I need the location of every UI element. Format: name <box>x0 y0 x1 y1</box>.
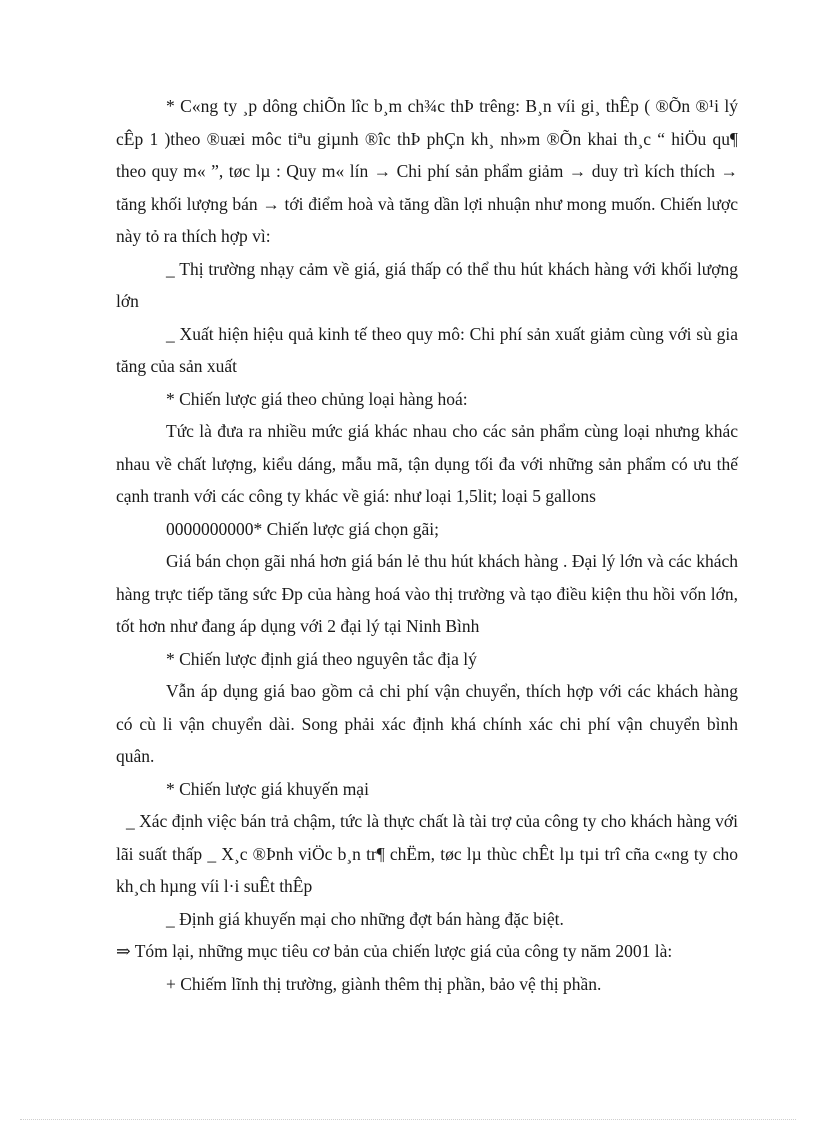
page-bottom-divider <box>20 1119 796 1120</box>
paragraph-summary-objectives: ⇒ Tóm lại, những mục tiêu cơ bản của chiến lược giá của công ty năm 2001 là: <box>116 941 673 961</box>
paragraph-penetration-pricing-strategy: * C«ng ty ¸p dông chiÕn lîc b¸m ch¾c thÞ trêng: B¸n víi gi¸ thÊp ( ®Õn ®¹i lý cÊp 1 )theo ®uæi môc tiªu giµnh ®îc thÞ phÇn kh¸ nh»m ®Õn khai th¸c “ hiÖu qu¶ theo quy m« ”, tøc lµ : Quy m« lín → Chi phí sản phẩm giảm → duy trì kích thích → tăng khối lượng bán → tới điểm hoà và tăng dần lợi nhuận như mong muốn. Chiến lược này tỏ ra thích hợp vì: <box>116 96 738 246</box>
paragraph-price-sensitive-market: _ Thị trường nhạy cảm về giá, giá thấp có thể thu hút khách hàng với khối lượng lớn <box>116 258 738 311</box>
paragraph-product-line-pricing: Tức là đưa ra nhiều mức giá khác nhau cho các sản phẩm cùng loại nhưng khác nhau về chất lượng, kiểu dáng, mẫu mã, tận dụng tối đa với những sản phẩm có ưu thế cạnh tranh với các công ty khác về giá: như loại 1,5lit; loại 5 gallons <box>116 421 738 506</box>
paragraph-market-share-objective: + Chiếm lĩnh thị trường, giành thêm thị phần, bảo vệ thị phần. <box>166 973 602 994</box>
paragraph-special-sales-pricing: _ Định giá khuyến mại cho những đợt bán hàng đặc biệt. <box>166 908 564 929</box>
paragraph-deferred-payment: _ Xác định việc bán trả chậm, tức là thực chất là tài trợ của công ty cho khách hàng với lãi suất thấp _ X¸c ®Þnh viÖc b¸n tr¶ chËm, tøc lµ thùc chÊt lµ tµi trî cña c«ng ty cho kh¸ch hµng víi l·i suÊt thÊp <box>116 811 738 896</box>
heading-discount-pricing: 0000000000* Chiến lược giá chọn gãi; <box>166 518 439 539</box>
paragraph-economies-of-scale: _ Xuất hiện hiệu quả kinh tế theo quy mô: Chi phí sản xuất giảm cùng với sù gia tăng của sản xuất <box>116 323 738 376</box>
heading-geographic-pricing: * Chiến lược định giá theo nguyên tắc địa lý <box>166 648 477 669</box>
paragraph-geographic-pricing: Vẫn áp dụng giá bao gồm cả chi phí vận chuyển, thích hợp với các khách hàng có cù li vận chuyển dài. Song phải xác định khá chính xác chi phí vận chuyển bình quân. <box>116 681 738 766</box>
paragraph-discount-pricing: Giá bán chọn gãi nhá hơn giá bán lẻ thu hút khách hàng . Đại lý lớn và các khách hàng trực tiếp tăng sức Ðp của hàng hoá vào thị trường và tạo điều kiện thu hồi vốn lớn, tốt hơn như đang áp dụng với 2 đại lý tại Ninh Bình <box>116 551 738 636</box>
heading-product-line-pricing: * Chiến lược giá theo chủng loại hàng hoá: <box>166 388 468 409</box>
document-body <box>116 90 738 1000</box>
heading-promotional-pricing: * Chiến lược giá khuyến mại <box>166 778 369 799</box>
